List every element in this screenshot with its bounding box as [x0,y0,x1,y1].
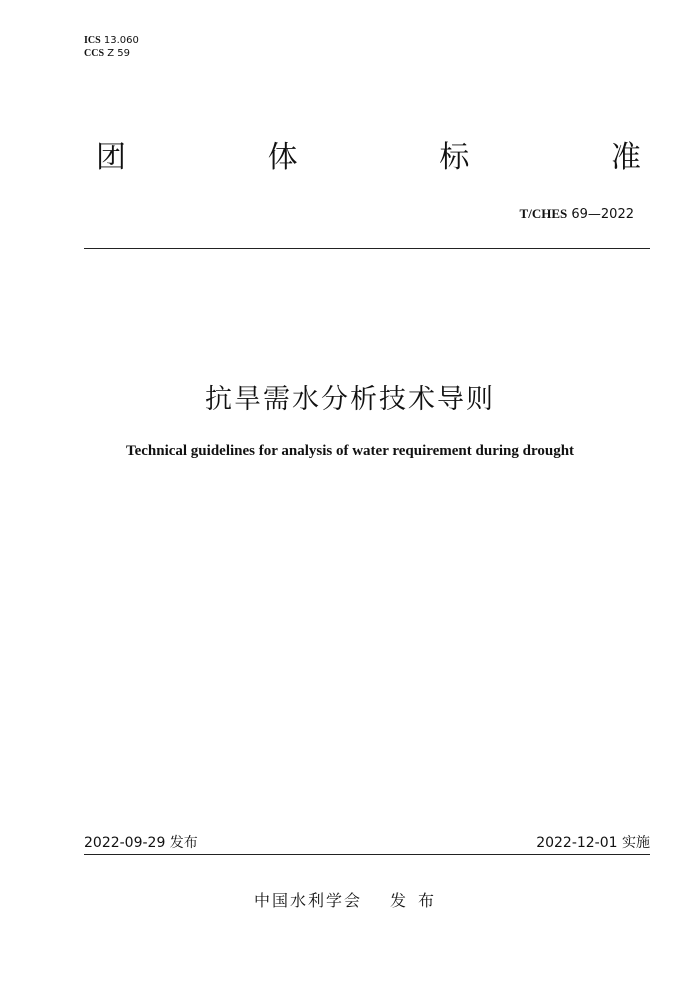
standard-code: 69—2022 [571,207,634,222]
publisher-line [0,888,700,911]
classification-codes [84,34,139,60]
doc-type-char: 准 [610,140,641,175]
implement-date: 2022-12-01 实施 [536,835,650,851]
top-divider [84,248,650,249]
publisher-action: 发布 [390,891,447,910]
ccs-code: CCS Z 59 [84,48,130,59]
publish-date: 2022-09-29 发布 [84,835,198,851]
standard-number [520,206,634,222]
title-chinese: 抗旱需水分析技术导则 [205,384,495,415]
bottom-divider [84,854,650,855]
title-english: Technical guidelines for analysis of water requirement during drought [125,443,575,459]
document-type-heading [96,138,641,178]
publisher-organization: 中国水利学会 [253,891,362,910]
doc-type-char: 体 [267,140,298,175]
ics-code: ICS 13.060 [84,35,139,46]
standard-prefix: T/CHES [519,206,568,221]
doc-type-char: 标 [439,140,470,175]
doc-type-char: 团 [96,140,126,175]
